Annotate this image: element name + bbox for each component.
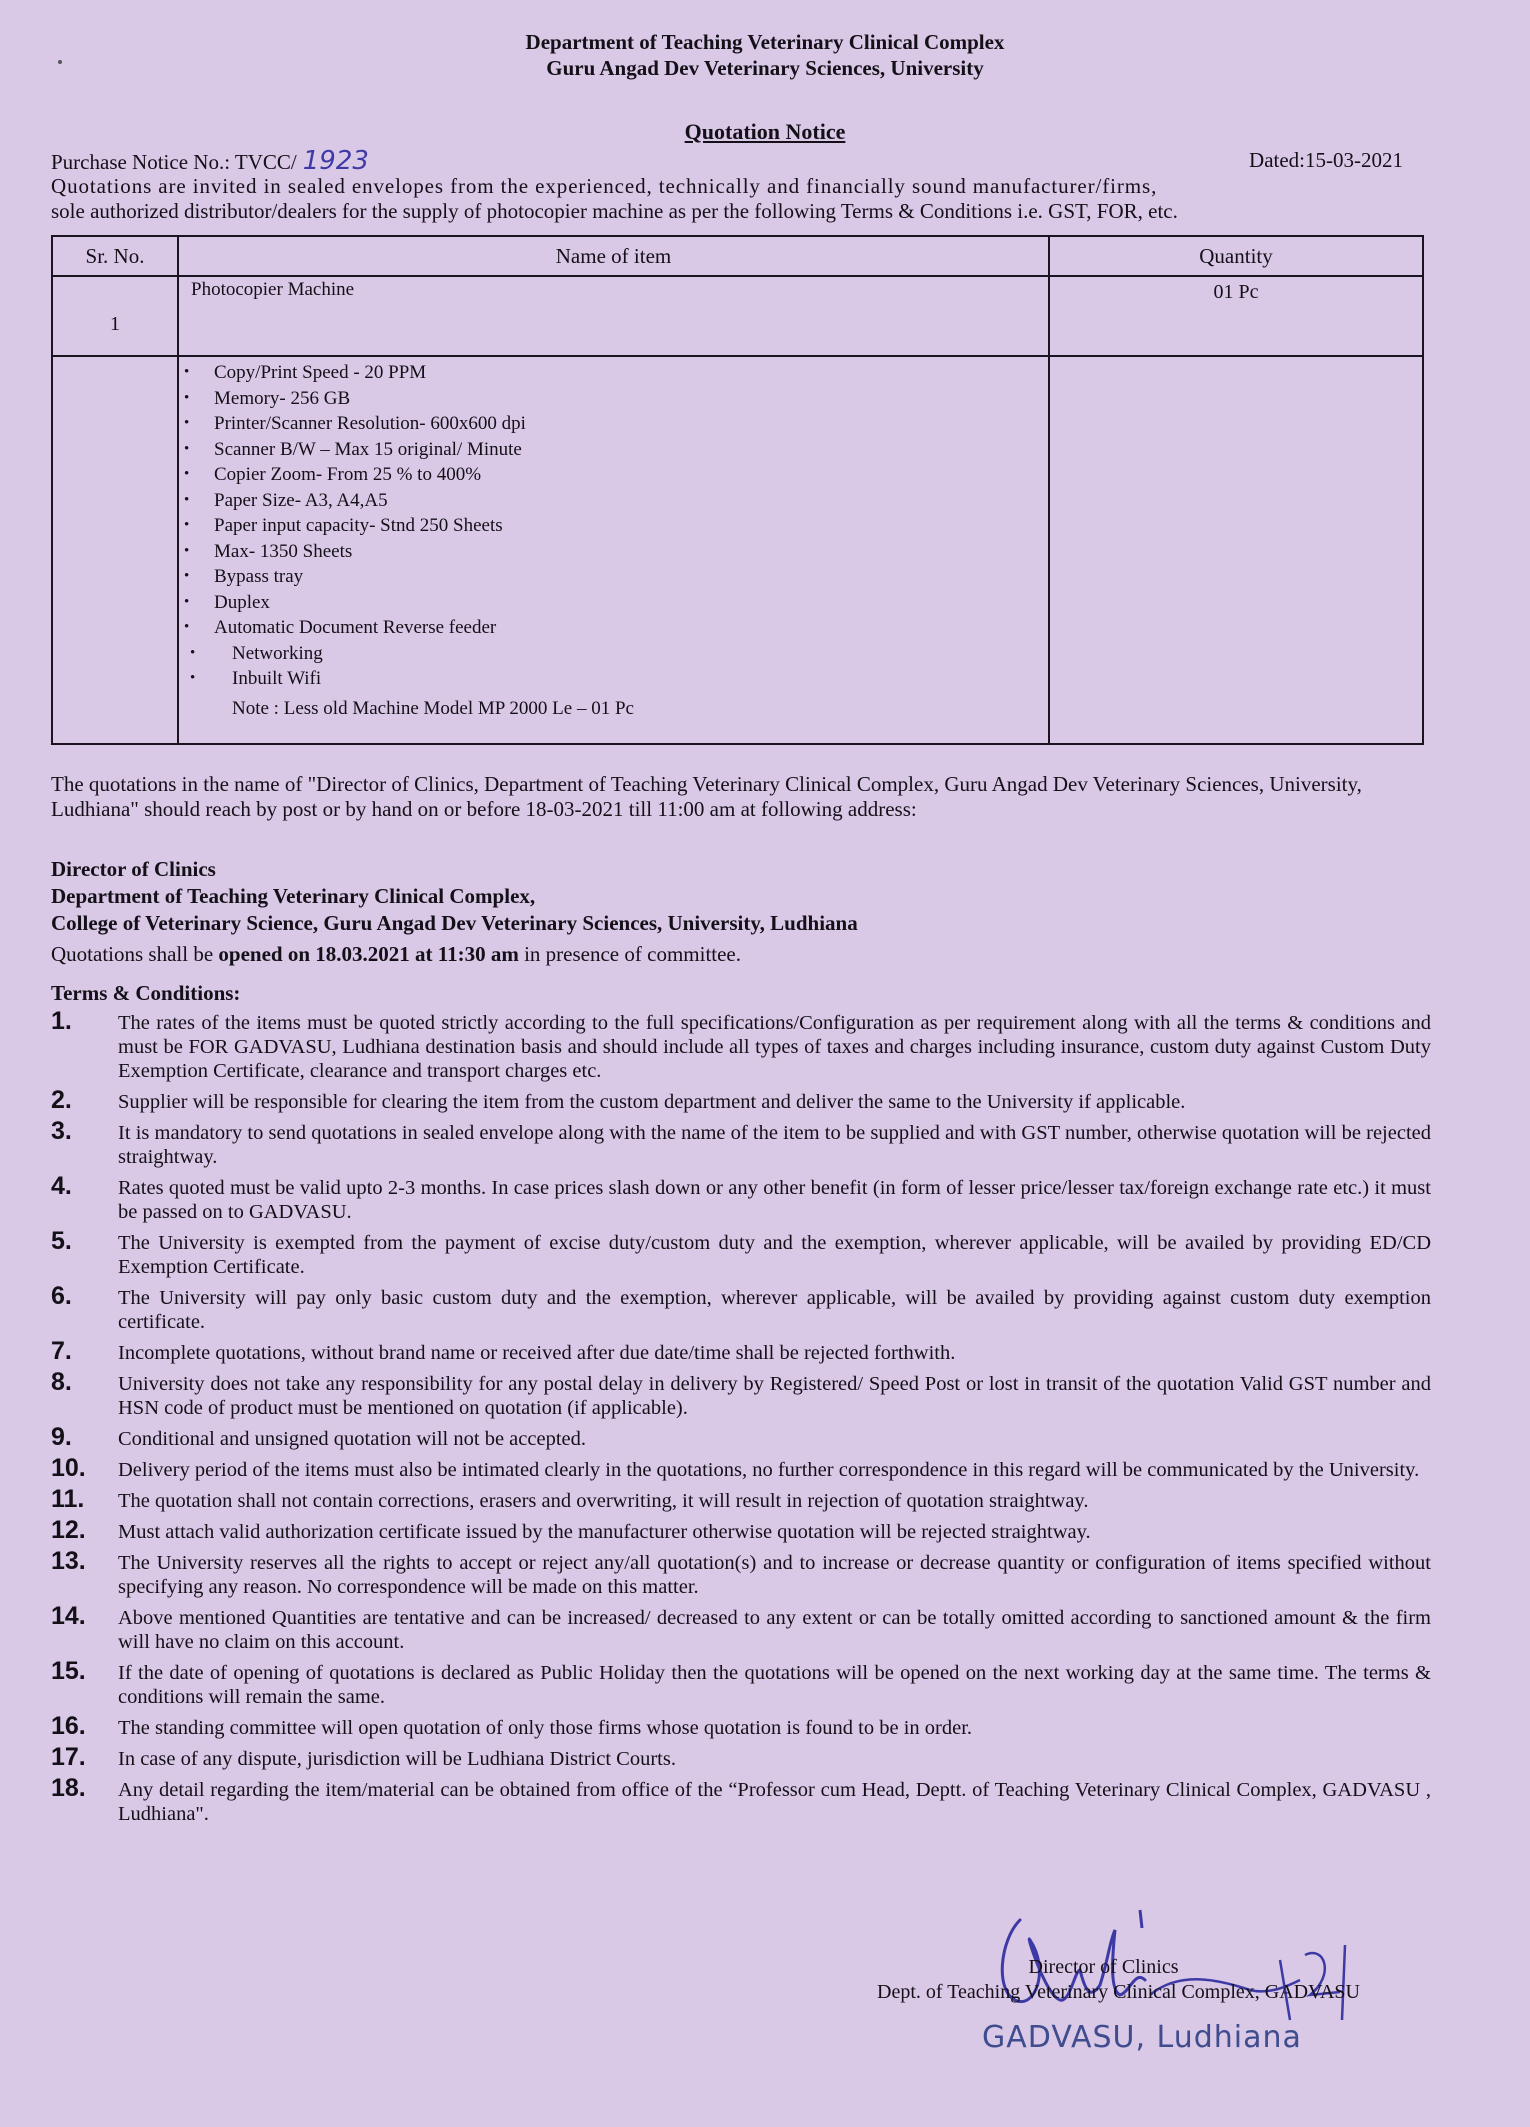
list-item: • Automatic Document Reverse feeder	[180, 615, 1047, 641]
term-text: The University is exempted from the payment of excise duty/custom duty and the exemption, wherever applicable, will be availed by providing ED/CD Exemption Certificate.	[118, 1232, 1431, 1278]
list-item: • Copy/Print Speed - 20 PPM	[180, 360, 1047, 386]
list-item	[51, 1485, 1431, 1513]
term-number: 12.	[51, 1516, 86, 1544]
term-number: 15.	[51, 1657, 86, 1685]
list-item: • Bypass tray	[180, 564, 1047, 590]
term-text: If the date of opening of quotations is declared as Public Holiday then the quotations will be opened on the next working day at the same time. The terms & conditions will remain the same.	[118, 1662, 1431, 1708]
purchase-notice-label: Purchase Notice No.: TVCC/	[51, 150, 297, 174]
term-number: 10.	[51, 1454, 86, 1482]
header-university: Guru Angad Dev Veterinary Sciences, University	[546, 56, 984, 80]
list-item: • Scanner B/W – Max 15 original/ Minute	[180, 437, 1047, 463]
term-number: 1.	[51, 1007, 72, 1035]
submission-paragraph: The quotations in the name of "Director of Clinics, Department of Teaching Veterinary Clinical Complex, Guru Angad Dev Veterinary Sciences, University, Ludhiana" should reach by post or by hand on or before 18-03-2021 till 11:00 am at following address:	[51, 772, 1362, 821]
term-number: 11.	[51, 1485, 85, 1513]
term-number: 6.	[51, 1282, 72, 1310]
intro-paragraph	[51, 174, 1427, 224]
cell-empty-quantity	[1049, 356, 1423, 744]
term-text: Any detail regarding the item/material can be obtained from office of the “Professor cum Head, Deptt. of Teaching Veterinary Clinical Complex, GADVASU , Ludhiana".	[118, 1779, 1431, 1825]
term-text: Incomplete quotations, without brand name or received after due date/time shall be rejected forthwith.	[118, 1342, 956, 1364]
table-header-row	[52, 236, 1423, 276]
list-item	[51, 1547, 1431, 1599]
term-text: The University reserves all the rights to accept or reject any/all quotation(s) and to increase or decrease quantity or configuration of items specified without specifying any reason. No correspondence will be made on this matter.	[118, 1552, 1431, 1598]
term-text: Conditional and unsigned quotation will not be accepted.	[118, 1428, 586, 1450]
term-number: 8.	[51, 1368, 72, 1396]
list-item	[51, 1172, 1431, 1224]
cell-quantity: 01 Pc	[1049, 276, 1423, 356]
term-number: 4.	[51, 1172, 72, 1200]
header-item-name: Name of item	[178, 236, 1049, 276]
dated: Dated:15-03-2021	[1249, 148, 1403, 172]
cell-specifications	[178, 356, 1049, 744]
terms-list	[51, 1007, 1431, 1833]
list-item	[51, 1602, 1431, 1654]
spec-note: Note : Less old Machine Model MP 2000 Le – 01 Pc	[232, 697, 634, 719]
intro-line-2: sole authorized distributor/dealers for the supply of photocopier machine as per the following Terms & Conditions i.e. GST, FOR, etc.	[51, 199, 1178, 223]
signature-block	[877, 1956, 1360, 2004]
term-number: 7.	[51, 1337, 72, 1365]
purchase-notice-number	[51, 146, 369, 176]
table-spec-row	[52, 356, 1423, 744]
opening-suffix: in presence of committee.	[518, 942, 742, 966]
list-item	[51, 1454, 1431, 1482]
list-item	[51, 1368, 1431, 1420]
items-table	[51, 235, 1424, 745]
term-text: In case of any dispute, jurisdiction will be Ludhiana District Courts.	[118, 1748, 676, 1770]
list-item: • Memory- 256 GB	[180, 386, 1047, 412]
term-text: The rates of the items must be quoted strictly according to the full specifications/Configuration as per requirement along with all the terms & conditions and must be FOR GADVASU, Ludhiana destination basis and should include all types of taxes and charges including insurance, custom duty against Custom Duty Exemption Certificate, clearance and transport charges etc.	[118, 1012, 1431, 1082]
address-line-2: Department of Teaching Veterinary Clinical Complex,	[51, 884, 536, 908]
list-item	[51, 1774, 1431, 1826]
term-text: Must attach valid authorization certificate issued by the manufacturer otherwise quotation will be rejected straightway.	[118, 1521, 1091, 1543]
address-line-1: Director of Clinics	[51, 857, 216, 881]
header-sr-no: Sr. No.	[52, 236, 178, 276]
term-number: 18.	[51, 1774, 86, 1802]
list-item	[51, 1743, 1431, 1771]
header-department: Department of Teaching Veterinary Clinical Complex	[525, 30, 1005, 54]
term-text: The University will pay only basic custom duty and the exemption, wherever applicable, will be availed by providing against custom duty exemption certificate.	[118, 1287, 1431, 1333]
list-item	[51, 1657, 1431, 1709]
opening-statement	[51, 942, 1431, 967]
term-number: 16.	[51, 1712, 86, 1740]
rubber-stamp: GADVASU, Ludhiana	[982, 2020, 1302, 2055]
spec-list	[180, 358, 1047, 727]
term-text: Supplier will be responsible for clearing the item from the custom department and deliver the same to the University if applicable.	[118, 1091, 1186, 1113]
intro-line-1: Quotations are invited in sealed envelopes from the experienced, technically and financially sound manufacturer/firms,	[51, 174, 1158, 198]
list-item	[51, 1117, 1431, 1169]
term-text: The quotation shall not contain corrections, erasers and overwriting, it will result in rejection of quotation straightway.	[118, 1490, 1089, 1512]
list-item: • Networking	[180, 641, 1047, 667]
opening-prefix: Quotations shall be	[51, 942, 219, 966]
term-text: Rates quoted must be valid upto 2-3 months. In case prices slash down or any other benefit (in form of lesser price/lesser tax/foreign exchange rate etc.) it must be passed on to GADVASU.	[118, 1177, 1431, 1223]
term-text: University does not take any responsibility for any postal delay in delivery by Registered/ Speed Post or lost in transit of the quotation Valid GST number and HSN code of product must be mentioned on quotation (if applicable).	[118, 1373, 1431, 1419]
term-number: 13.	[51, 1547, 86, 1575]
term-text: Above mentioned Quantities are tentative and can be increased/ decreased to any extent or can be totally omitted according to sanctioned amount & the firm will have no claim on this account.	[118, 1607, 1431, 1653]
term-number: 14.	[51, 1602, 86, 1630]
list-item	[51, 1086, 1431, 1114]
term-text: Delivery period of the items must also be intimated clearly in the quotations, no further correspondence in this regard will be communicated by the University.	[118, 1459, 1420, 1481]
term-number: 3.	[51, 1117, 72, 1145]
list-item	[51, 1007, 1431, 1083]
term-number: 2.	[51, 1086, 72, 1114]
term-number: 9.	[51, 1423, 72, 1451]
term-number: 5.	[51, 1227, 72, 1255]
list-item	[51, 1337, 1431, 1365]
term-number: 17.	[51, 1743, 86, 1771]
term-text: It is mandatory to send quotations in sealed envelope along with the name of the item to be supplied and with GST number, otherwise quotation will be rejected straightway.	[118, 1122, 1431, 1168]
list-item: • Paper input capacity- Stnd 250 Sheets	[180, 513, 1047, 539]
signatory-department: Dept. of Teaching Veterinary Clinical Complex, GADVASU	[877, 1981, 1360, 2003]
list-item	[51, 1227, 1431, 1279]
list-item	[51, 1516, 1431, 1544]
cell-item-name: Photocopier Machine	[178, 276, 1049, 356]
notice-title: Quotation Notice	[684, 119, 846, 144]
list-item: • Printer/Scanner Resolution- 600x600 dpi	[180, 411, 1047, 437]
handwritten-notice-number: 1923	[302, 146, 369, 176]
cell-sr-no: 1	[52, 276, 178, 356]
list-item: • Inbuilt Wifi	[180, 666, 1047, 692]
signatory-title: Director of Clinics	[1028, 1956, 1179, 1978]
list-item	[51, 1423, 1431, 1451]
address-line-3: College of Veterinary Science, Guru Angad Dev Veterinary Sciences, University, Ludhiana	[51, 911, 858, 935]
list-item	[51, 1282, 1431, 1334]
table-row	[52, 276, 1423, 356]
cell-empty	[52, 356, 178, 744]
list-item: • Duplex	[180, 590, 1047, 616]
list-item	[51, 1712, 1431, 1740]
list-item: • Copier Zoom- From 25 % to 400%	[180, 462, 1047, 488]
opening-date: opened on 18.03.2021 at 11:30 am	[218, 942, 519, 966]
terms-heading: Terms & Conditions:	[51, 981, 241, 1005]
list-item: • Max- 1350 Sheets	[180, 539, 1047, 565]
header-quantity: Quantity	[1049, 236, 1423, 276]
term-text: The standing committee will open quotation of only those firms whose quotation is found to be in order.	[118, 1717, 973, 1739]
list-item: • Paper Size- A3, A4,A5	[180, 488, 1047, 514]
